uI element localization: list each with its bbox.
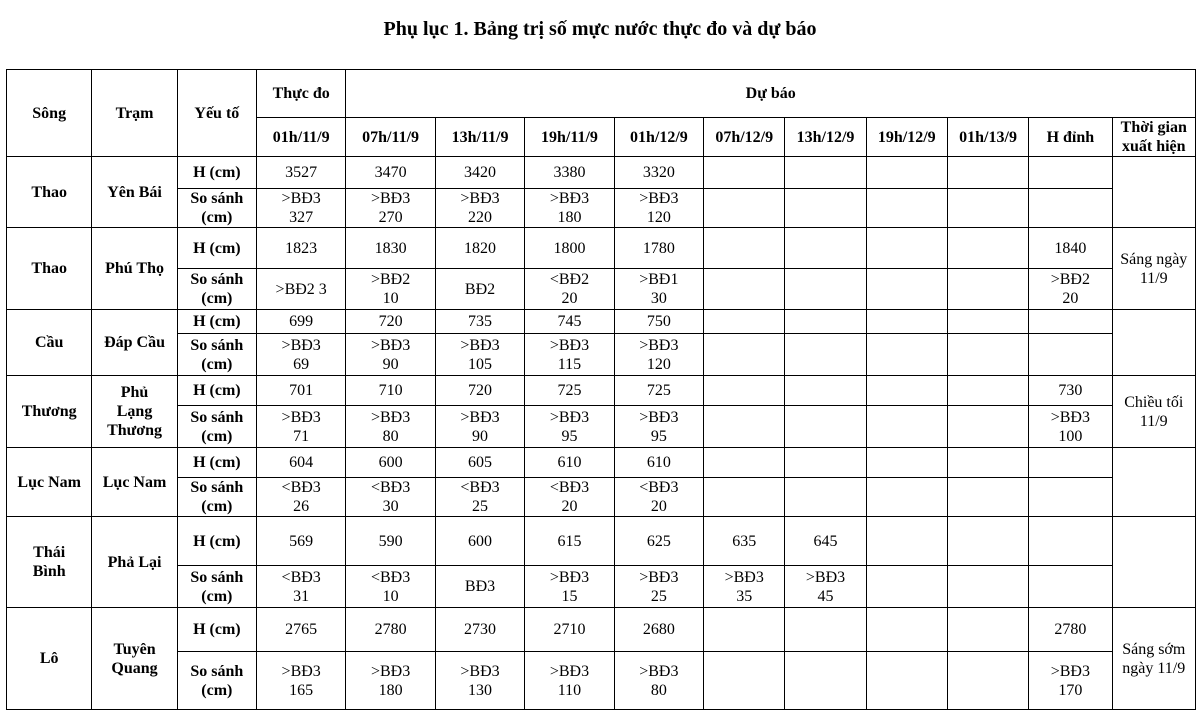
table-row: [7, 406, 1196, 448]
peak-comparison-value: [1029, 189, 1112, 228]
factor-label-compare: So sánh (cm): [177, 478, 256, 517]
header-time: 01h/13/9: [947, 118, 1028, 157]
comparison-value: >BĐ3 270: [346, 189, 435, 228]
water-level-value: 725: [525, 376, 614, 406]
comparison-value: >BĐ3 180: [346, 652, 435, 710]
header-time: 01h/12/9: [614, 118, 703, 157]
comparison-value: >BĐ3 165: [256, 652, 345, 710]
header-time: 19h/12/9: [866, 118, 947, 157]
table-row: [7, 566, 1196, 608]
water-level-value: 615: [525, 517, 614, 566]
water-level-value: 720: [346, 310, 435, 334]
water-level-value: 590: [346, 517, 435, 566]
station-name: Phú Thọ: [92, 228, 177, 310]
water-level-value: 569: [256, 517, 345, 566]
comparison-value: >BĐ3 71: [256, 406, 345, 448]
factor-label-compare: So sánh (cm): [177, 566, 256, 608]
factor-label-h: H (cm): [177, 517, 256, 566]
factor-label-compare: So sánh (cm): [177, 652, 256, 710]
water-level-value: 625: [614, 517, 703, 566]
water-level-value: 610: [614, 448, 703, 478]
comparison-value: >BĐ2 3: [256, 269, 345, 310]
peak-level-value: 730: [1029, 376, 1112, 406]
water-level-value: [947, 448, 1028, 478]
comparison-value: >BĐ3 95: [614, 406, 703, 448]
header-time: 07h/12/9: [704, 118, 785, 157]
water-level-value: [947, 310, 1028, 334]
comparison-value: >BĐ1 30: [614, 269, 703, 310]
comparison-value: [947, 189, 1028, 228]
water-level-value: [785, 228, 866, 269]
comparison-value: >BĐ3 80: [346, 406, 435, 448]
water-level-value: [866, 608, 947, 652]
comparison-value: >BĐ3 15: [525, 566, 614, 608]
comparison-value: <BĐ3 30: [346, 478, 435, 517]
water-level-value: [704, 157, 785, 189]
water-level-value: [866, 376, 947, 406]
comparison-value: <BĐ3 10: [346, 566, 435, 608]
water-level-value: 600: [346, 448, 435, 478]
comparison-value: >BĐ3 45: [785, 566, 866, 608]
water-level-value: 699: [256, 310, 345, 334]
water-level-value: [866, 517, 947, 566]
comparison-value: [704, 189, 785, 228]
table-row: [7, 608, 1196, 652]
water-level-table: [6, 69, 1196, 710]
river-name: Lục Nam: [7, 448, 92, 517]
peak-comparison-value: [1029, 566, 1112, 608]
water-level-value: [704, 228, 785, 269]
peak-comparison-value: [1029, 334, 1112, 376]
comparison-value: [866, 189, 947, 228]
comparison-value: [704, 478, 785, 517]
comparison-value: BĐ3: [435, 566, 524, 608]
comparison-value: [785, 269, 866, 310]
water-level-value: [866, 157, 947, 189]
comparison-value: <BĐ3 31: [256, 566, 345, 608]
comparison-value: >BĐ3 80: [614, 652, 703, 710]
comparison-value: <BĐ3 25: [435, 478, 524, 517]
water-level-value: [866, 228, 947, 269]
comparison-value: [785, 406, 866, 448]
water-level-value: 750: [614, 310, 703, 334]
comparison-value: >BĐ3 120: [614, 334, 703, 376]
header-time: 01h/11/9: [256, 118, 345, 157]
station-name: Tuyên Quang: [92, 608, 177, 710]
river-name: Thao: [7, 157, 92, 228]
peak-level-value: [1029, 157, 1112, 189]
table-row: [7, 310, 1196, 334]
water-level-value: 1830: [346, 228, 435, 269]
comparison-value: >BĐ3 110: [525, 652, 614, 710]
comparison-value: <BĐ3 20: [614, 478, 703, 517]
comparison-value: >BĐ3 220: [435, 189, 524, 228]
comparison-value: >BĐ3 69: [256, 334, 345, 376]
header-time: 13h/12/9: [785, 118, 866, 157]
comparison-value: [785, 478, 866, 517]
water-level-value: [947, 157, 1028, 189]
comparison-value: [866, 406, 947, 448]
water-level-value: 3320: [614, 157, 703, 189]
water-level-value: 701: [256, 376, 345, 406]
comparison-value: [785, 652, 866, 710]
table-row: [7, 517, 1196, 566]
water-level-value: [704, 376, 785, 406]
comparison-value: [785, 334, 866, 376]
comparison-value: >BĐ2 10: [346, 269, 435, 310]
comparison-value: [785, 189, 866, 228]
comparison-value: [866, 652, 947, 710]
water-level-value: [947, 228, 1028, 269]
water-level-value: 3380: [525, 157, 614, 189]
river-name: Lô: [7, 608, 92, 710]
peak-level-value: 2780: [1029, 608, 1112, 652]
comparison-value: [947, 334, 1028, 376]
water-level-value: 745: [525, 310, 614, 334]
comparison-value: [947, 269, 1028, 310]
comparison-value: >BĐ3 120: [614, 189, 703, 228]
water-level-value: [785, 376, 866, 406]
river-name: Thái Bình: [7, 517, 92, 608]
water-level-value: 1780: [614, 228, 703, 269]
water-level-value: 600: [435, 517, 524, 566]
peak-comparison-value: >BĐ3 170: [1029, 652, 1112, 710]
water-level-value: [704, 608, 785, 652]
water-level-value: 645: [785, 517, 866, 566]
table-row: [7, 334, 1196, 376]
table-row: [7, 376, 1196, 406]
header-appearance-time: Thời gian xuất hiện: [1112, 118, 1195, 157]
water-level-value: 610: [525, 448, 614, 478]
header-time: 19h/11/9: [525, 118, 614, 157]
header-river: Sông: [7, 70, 92, 157]
comparison-value: >BĐ3 25: [614, 566, 703, 608]
water-level-value: 2765: [256, 608, 345, 652]
station-name: Phả Lại: [92, 517, 177, 608]
comparison-value: >BĐ3 130: [435, 652, 524, 710]
factor-label-h: H (cm): [177, 608, 256, 652]
river-name: Thao: [7, 228, 92, 310]
comparison-value: [704, 269, 785, 310]
comparison-value: >BĐ3 327: [256, 189, 345, 228]
comparison-value: >BĐ3 105: [435, 334, 524, 376]
water-level-value: 2730: [435, 608, 524, 652]
factor-label-compare: So sánh (cm): [177, 189, 256, 228]
appearance-time: Sáng sớm ngày 11/9: [1112, 608, 1195, 710]
water-level-value: [704, 310, 785, 334]
comparison-value: [866, 334, 947, 376]
water-level-value: 2680: [614, 608, 703, 652]
table-row: [7, 652, 1196, 710]
factor-label-compare: So sánh (cm): [177, 334, 256, 376]
factor-label-compare: So sánh (cm): [177, 406, 256, 448]
peak-level-value: 1840: [1029, 228, 1112, 269]
water-level-value: 720: [435, 376, 524, 406]
water-level-value: 735: [435, 310, 524, 334]
comparison-value: >BĐ3 90: [435, 406, 524, 448]
comparison-value: BĐ2: [435, 269, 524, 310]
factor-label-h: H (cm): [177, 448, 256, 478]
comparison-value: [866, 269, 947, 310]
header-time: 13h/11/9: [435, 118, 524, 157]
water-level-value: [947, 608, 1028, 652]
water-level-value: 3420: [435, 157, 524, 189]
header-forecast: Dự báo: [346, 70, 1196, 118]
water-level-value: [785, 608, 866, 652]
station-name: Phủ Lạng Thương: [92, 376, 177, 448]
water-level-value: 604: [256, 448, 345, 478]
comparison-value: [704, 334, 785, 376]
appearance-time: Chiều tối 11/9: [1112, 376, 1195, 448]
table-row: [7, 228, 1196, 269]
appearance-time: [1112, 310, 1195, 376]
water-level-value: [866, 448, 947, 478]
comparison-value: >BĐ3 180: [525, 189, 614, 228]
comparison-value: [947, 478, 1028, 517]
factor-label-compare: So sánh (cm): [177, 269, 256, 310]
comparison-value: >BĐ3 35: [704, 566, 785, 608]
comparison-value: [866, 566, 947, 608]
water-level-value: [785, 157, 866, 189]
comparison-value: [947, 566, 1028, 608]
water-level-value: 605: [435, 448, 524, 478]
comparison-value: >BĐ3 115: [525, 334, 614, 376]
water-level-value: 2780: [346, 608, 435, 652]
water-level-value: [947, 376, 1028, 406]
water-level-value: 635: [704, 517, 785, 566]
comparison-value: >BĐ3 95: [525, 406, 614, 448]
table-row: [7, 478, 1196, 517]
water-level-value: 1820: [435, 228, 524, 269]
factor-label-h: H (cm): [177, 228, 256, 269]
water-level-value: 3470: [346, 157, 435, 189]
peak-level-value: [1029, 310, 1112, 334]
water-level-value: [866, 310, 947, 334]
comparison-value: <BĐ3 26: [256, 478, 345, 517]
appearance-time: [1112, 448, 1195, 517]
water-level-value: 1823: [256, 228, 345, 269]
comparison-value: <BĐ2 20: [525, 269, 614, 310]
peak-level-value: [1029, 448, 1112, 478]
document-title: Phụ lục 1. Bảng trị số mực nước thực đo và dự báo: [383, 18, 817, 40]
water-level-value: 725: [614, 376, 703, 406]
peak-level-value: [1029, 517, 1112, 566]
comparison-value: [704, 652, 785, 710]
table-row: [7, 189, 1196, 228]
peak-comparison-value: [1029, 478, 1112, 517]
water-level-value: [947, 517, 1028, 566]
comparison-value: [866, 478, 947, 517]
factor-label-h: H (cm): [177, 310, 256, 334]
water-level-value: 3527: [256, 157, 345, 189]
comparison-value: [947, 406, 1028, 448]
water-level-value: [704, 448, 785, 478]
peak-comparison-value: >BĐ2 20: [1029, 269, 1112, 310]
river-name: Thương: [7, 376, 92, 448]
water-level-value: [785, 448, 866, 478]
factor-label-h: H (cm): [177, 157, 256, 189]
table-row: [7, 157, 1196, 189]
station-name: Lục Nam: [92, 448, 177, 517]
water-level-value: 710: [346, 376, 435, 406]
water-level-value: 1800: [525, 228, 614, 269]
comparison-value: <BĐ3 20: [525, 478, 614, 517]
comparison-value: >BĐ3 90: [346, 334, 435, 376]
appearance-time: [1112, 517, 1195, 608]
factor-label-h: H (cm): [177, 376, 256, 406]
table-row: [7, 448, 1196, 478]
station-name: Đáp Cầu: [92, 310, 177, 376]
river-name: Cầu: [7, 310, 92, 376]
table-row: [7, 269, 1196, 310]
station-name: Yên Bái: [92, 157, 177, 228]
header-measured: Thực đo: [256, 70, 345, 118]
appearance-time: Sáng ngày 11/9: [1112, 228, 1195, 310]
header-factor: Yếu tố: [177, 70, 256, 157]
comparison-value: [947, 652, 1028, 710]
appearance-time: [1112, 157, 1195, 228]
header-peak: H đỉnh: [1029, 118, 1112, 157]
comparison-value: [704, 406, 785, 448]
header-station: Trạm: [92, 70, 177, 157]
water-level-value: 2710: [525, 608, 614, 652]
header-time: 07h/11/9: [346, 118, 435, 157]
water-level-value: [785, 310, 866, 334]
peak-comparison-value: >BĐ3 100: [1029, 406, 1112, 448]
